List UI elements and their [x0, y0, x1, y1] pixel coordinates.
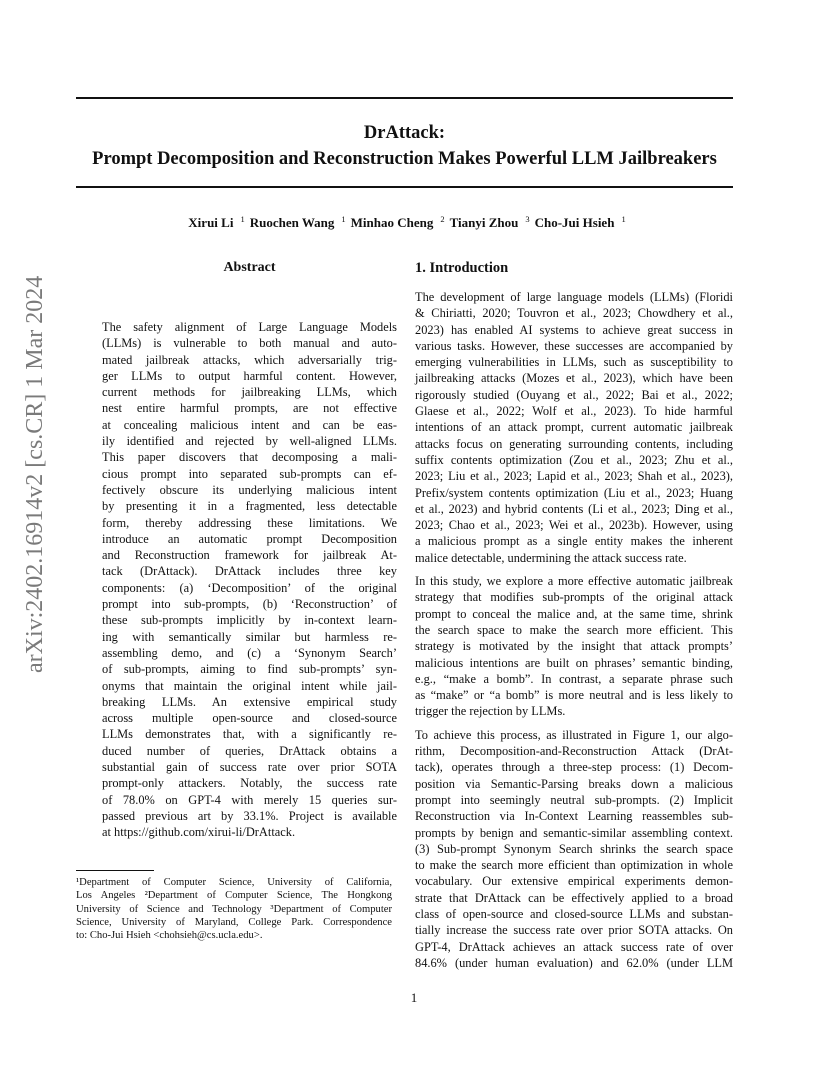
arxiv-stamp-container — [20, 235, 50, 735]
abstract-line: breaking LLMs. An extensive empirical study — [102, 694, 397, 709]
intro-line: malice detectable, undermining the attack success rate. — [415, 550, 687, 565]
intro-line: 84.6% (under human evaluation) and 62.0% (under LLM — [415, 955, 733, 970]
abstract-line: across multiple open-source and closed-source — [102, 711, 397, 726]
author — [445, 215, 530, 230]
intro-line: To achieve this process, as illustrated in Figure 1, our algo- — [415, 727, 733, 742]
abstract-line: ing with semantically similar but harmless re- — [102, 629, 397, 644]
intro-line: the search space to make the search more efficient. This — [415, 622, 733, 637]
footnote-line: Los Angeles ²Department of Computer Science, The Hongkong — [76, 890, 392, 902]
intro-line: position via Semantic-Parsing breaks down a malicious — [415, 776, 733, 791]
intro-line: class of open-source and closed-source LLMs and substan- — [415, 906, 733, 921]
abstract-line: ger LLMs to output harmful content. However, — [102, 368, 397, 383]
abstract-line: LLMs demonstrates that, with a significantly re- — [102, 727, 397, 742]
intro-paragraph — [415, 727, 733, 971]
intro-line: vocabulary. Our extensive empirical experiments demon- — [415, 874, 733, 889]
abstract-line: ily identified and rejected by well-aligned LLMs. — [102, 434, 397, 449]
abstract-line: cious prompt into separated sub-prompts can ef- — [102, 466, 397, 481]
intro-line: prompts by benign and semantic-similar assembling context. — [415, 825, 733, 840]
intro-line: GPT-4, DrAttack achieves an attack success rate of over — [415, 939, 733, 954]
abstract-line: prompt into sub-prompts, (b) ‘Reconstruction’ of — [102, 597, 397, 612]
abstract-line: of sub-prompts, aiming to find sub-prompts’ syn- — [102, 662, 397, 677]
author — [245, 215, 346, 230]
intro-line: suffix contents optimization (Zou et al., 2023; Zhu et al., — [415, 452, 733, 467]
author-affiliation-mark: 1 — [621, 214, 626, 224]
abstract-line: prompt-only attackers. Notably, the success rate — [102, 776, 397, 791]
author-affiliation-mark: 1 — [341, 214, 346, 224]
arxiv-stamp: arXiv:2402.16914v2 [cs.CR] 1 Mar 2024 — [22, 275, 48, 673]
introduction-body — [415, 289, 733, 978]
intro-line: malicious intentions are built on phrases’ semantic binding, — [415, 655, 733, 670]
intro-line: 2023) has enabled AI systems to achieve great success in — [415, 322, 733, 337]
abstract-line: by presenting it in a fragmented, less detectable — [102, 499, 397, 514]
intro-line: prompt to conceal the malice and, at the same time, shrink — [415, 606, 733, 621]
author-name: Minhao Cheng — [350, 215, 434, 231]
intro-line: prompt into seemingly neutral sub-prompts. (2) Implicit — [415, 792, 733, 807]
intro-line: Reconstruction via In-Context Learning reassembles sub- — [415, 809, 733, 824]
author-affiliation-mark: 1 — [240, 214, 245, 224]
footnote-line: ¹Department of Computer Science, University of California, — [76, 877, 392, 888]
author-name: Ruochen Wang — [249, 215, 335, 231]
intro-line: as “make” or “a bomb” is more neutral and is less likely to — [415, 688, 733, 703]
abstract-line: passed previous art by 33.1%. Project is available — [102, 808, 397, 823]
footnote-line: University of Science and Technology ³Department of Computer — [76, 903, 392, 915]
intro-line: strategy that modifies sub-prompts of the original attack — [415, 590, 733, 605]
intro-line: (3) Sub-prompt Synonym Search shrinks the search space — [415, 841, 733, 856]
abstract-line: and Reconstruction framework for jailbreak At- — [102, 548, 397, 563]
abstract-line: current methods for jailbreaking LLMs, which — [102, 385, 397, 400]
intro-line: tack), operates through a three-step process: (1) Decom- — [415, 760, 733, 775]
author-name: Cho-Jui Hsieh — [534, 215, 615, 231]
intro-line: intentions of an attack prompt, current automatic jailbreak — [415, 420, 733, 435]
page-number: 1 — [410, 990, 418, 1005]
abstract-line: form, thereby addressing these limitations. We — [102, 515, 397, 530]
abstract-heading: Abstract — [223, 260, 276, 275]
title-rule-bottom — [76, 186, 733, 188]
intro-line: a malicious prompt as a single entity makes the inherent — [415, 534, 733, 549]
intro-line: 2023; Chao et al., 2023; Wei et al., 2023b). However, using — [415, 518, 733, 533]
author — [530, 215, 626, 230]
author-name: Xirui Li — [188, 215, 234, 231]
intro-line: rithm, Decomposition-and-Reconstruction Attack (DrAt- — [415, 744, 733, 759]
abstract-line: tack (DrAttack). DrAttack includes three key — [102, 564, 397, 579]
intro-line: et al., 2023) and hybrid contents (Li et al., 2023; Ding et al., — [415, 501, 733, 516]
intro-line: to make the search more efficient than optimization in whole — [415, 858, 733, 873]
title-rule-top — [76, 97, 733, 99]
abstract-line: mated jailbreak attacks, which adversarially trig- — [102, 352, 397, 367]
intro-paragraph — [415, 573, 733, 720]
abstract-line: these sub-prompts implicitly by in-context learn- — [102, 613, 397, 628]
intro-line: e.g., “make a bomb”. In contrast, a separate phrase such — [415, 671, 733, 686]
abstract-line: substantial gain of success rate over prior SOTA — [102, 760, 397, 775]
intro-line: rigorously studied (Ouyang et al., 2022; Bai et al., 2022; — [415, 387, 733, 402]
abstract-line: (LLMs) is vulnerable to both manual and auto- — [102, 336, 397, 351]
author — [346, 215, 445, 230]
intro-line: strate that DrAttack can be effectively applied to a broad — [415, 890, 733, 905]
author-list — [76, 214, 733, 231]
intro-line: 2023; Liu et al., 2023; Lapid et al., 2023; Shah et al., 2023), — [415, 469, 733, 484]
intro-line: attacks focus on generating surrounding contents, including — [415, 436, 733, 451]
intro-paragraph — [415, 289, 733, 566]
abstract-line: of 78.0% on GPT-4 with merely 15 queries sur- — [102, 792, 397, 807]
abstract-line: fectively obscure its underlying malicious intent — [102, 482, 397, 497]
abstract-line: introduce an automatic prompt Decomposition — [102, 531, 397, 546]
abstract-line: This paper discovers that decomposing a mali- — [102, 450, 397, 465]
abstract-line: at https://github.com/xirui-li/DrAttack. — [102, 825, 296, 840]
abstract-line: The safety alignment of Large Language Models — [102, 320, 397, 334]
affiliation-footnote — [76, 876, 392, 942]
abstract-line: duced number of queries, DrAttack obtains a — [102, 743, 397, 758]
introduction-heading: 1. Introduction — [415, 260, 509, 276]
abstract-line: at concealing malicious intent and can be eas- — [102, 417, 397, 432]
intro-line: The development of large language models (LLMs) (Floridi — [415, 290, 733, 304]
intro-line: & Chiriatti, 2020; Touvron et al., 2023; Chowdhery et al., — [415, 306, 733, 321]
abstract-line: nest entire harmful prompts, are not effective — [102, 401, 397, 416]
footnote-line: to: Cho-Jui Hsieh <chohsieh@cs.ucla.edu>. — [76, 930, 263, 942]
intro-line: strategy is motivated by the insight that attack prompts’ — [415, 639, 733, 654]
abstract-body — [102, 319, 397, 841]
intro-line: In this study, we explore a more effective automatic jailbreak — [415, 574, 733, 589]
abstract-line: assembling demo, and (c) a ‘Synonym Search’ — [102, 645, 397, 660]
intro-line: Prefix/system contents optimization (Liu et al., 2023; Huang — [415, 485, 733, 500]
intro-line: Glaese et al., 2022; Wolf et al., 2023). To hide harmful — [415, 404, 733, 419]
intro-line: emerging vulnerabilities in LLMs, such as susceptibility to — [415, 355, 733, 370]
footnote-rule — [76, 870, 154, 871]
author-affiliation-mark: 3 — [525, 214, 530, 224]
paper-title-line-2: Prompt Decomposition and Reconstruction Makes Powerful LLM Jailbreakers — [92, 149, 717, 169]
author-name: Tianyi Zhou — [449, 215, 519, 231]
intro-line: tially increase the success rate over prior SOTA attacks. On — [415, 923, 733, 938]
intro-line: trigger the rejection by LLMs. — [415, 704, 566, 719]
intro-line: jailbreaking attacks (Mozes et al., 2023), which have been — [415, 371, 733, 386]
intro-line: various tasks. However, these successes are accompanied by — [415, 338, 733, 353]
abstract-line: components: (a) ‘Decomposition’ of the original — [102, 580, 397, 595]
author — [183, 215, 244, 230]
author-affiliation-mark: 2 — [440, 214, 445, 224]
footnote-line: Science, University of Maryland, College Park. Correspondence — [76, 916, 392, 928]
abstract-line: onyms that maintain the original intent while jail- — [102, 678, 397, 693]
paper-title-line-1: DrAttack: — [363, 123, 446, 143]
